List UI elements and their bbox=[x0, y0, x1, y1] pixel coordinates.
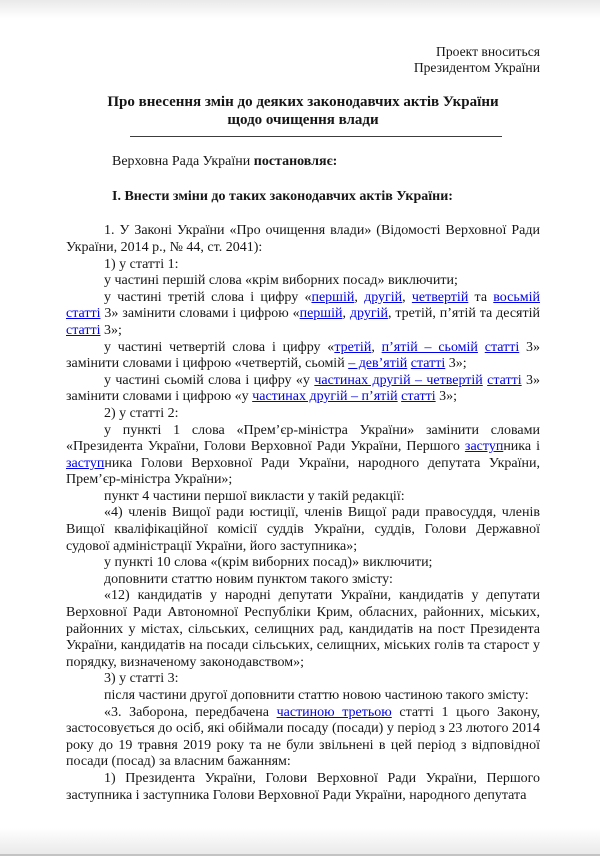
document-title bbox=[66, 94, 540, 129]
text-run: , bbox=[342, 306, 350, 322]
page-bottom-edge bbox=[0, 828, 600, 856]
section-heading: І. Внести зміни до таких законодавчих актів України: bbox=[112, 188, 453, 204]
text-run: у частині четвертій слова і цифру « bbox=[104, 339, 335, 355]
text-run: у частині сьомій слова і цифру «у bbox=[104, 372, 315, 388]
statute-link[interactable]: п’ятій – сьомій bbox=[381, 339, 478, 355]
document-page bbox=[66, 0, 540, 804]
statute-link[interactable]: статті bbox=[487, 372, 522, 388]
submitter-line-2: Президентом України bbox=[413, 59, 540, 75]
statute-link[interactable]: частинах другій – четвертій bbox=[314, 372, 483, 388]
text-run: , bbox=[354, 289, 365, 305]
document-body bbox=[66, 223, 540, 804]
text-run bbox=[478, 340, 485, 355]
text-run: , третій, п’ятій та десятій bbox=[387, 306, 540, 322]
submitter-note bbox=[66, 44, 540, 75]
submitter-line-1: Проект вноситься bbox=[436, 44, 540, 59]
text-run: 3»; bbox=[445, 356, 467, 372]
text-run: після частини другої доповнити статтю новою частиною такого змісту: bbox=[104, 688, 529, 703]
paragraph bbox=[66, 489, 540, 506]
paragraph bbox=[66, 555, 540, 572]
paragraph bbox=[66, 273, 540, 290]
statute-link[interactable]: першій bbox=[311, 289, 355, 305]
text-run: 3» замінити словами і цифрою « bbox=[100, 306, 300, 322]
paragraph bbox=[66, 373, 540, 406]
text-run: «3. Заборона, передбачена bbox=[104, 704, 277, 720]
preamble-text: Верховна Рада України bbox=[112, 154, 254, 170]
document-title-line-1: Про внесення змін до деяких законодавчих актів України bbox=[107, 94, 499, 110]
text-run: та bbox=[468, 289, 494, 305]
statute-link[interactable]: восьмій bbox=[493, 289, 540, 305]
statute-link[interactable]: статті bbox=[401, 389, 436, 405]
statute-link[interactable]: частинах другій – п’ятій bbox=[252, 389, 398, 405]
statute-link[interactable]: статті bbox=[410, 356, 446, 372]
text-run: , bbox=[402, 289, 412, 305]
text-run: у частині першій слова «крім виборних посад» виключити; bbox=[104, 273, 458, 289]
paragraph bbox=[66, 290, 540, 340]
text-run: «4) членів Вищої ради юстиції, членів Вищої ради правосуддя, членів Вищої кваліфікаційної комісії суддів України, суддів, Голови Державної судової адміністрації України, його заступника»; bbox=[66, 505, 540, 554]
title-divider bbox=[130, 136, 502, 137]
statute-link[interactable]: першій bbox=[299, 306, 343, 322]
paragraph bbox=[66, 671, 540, 688]
text-run: 2) у статті 2: bbox=[104, 405, 179, 421]
paragraph bbox=[66, 572, 540, 589]
paragraph bbox=[66, 705, 540, 771]
text-run: пункт 4 частини першої викласти у такій редакції: bbox=[104, 488, 405, 504]
statute-link[interactable]: другій bbox=[364, 289, 403, 305]
text-run: , bbox=[371, 339, 382, 355]
paragraph bbox=[66, 771, 540, 804]
text-run: ника Голови Верховної Ради України, народного депутата України, Прем’єр-міністра України»; bbox=[66, 455, 540, 488]
paragraph bbox=[66, 505, 540, 555]
text-run: 3»; bbox=[435, 389, 458, 405]
statute-link[interactable]: заступ bbox=[66, 455, 105, 471]
paragraph bbox=[66, 588, 540, 671]
document-title-line-2: щодо очищення влади bbox=[227, 111, 379, 128]
paragraph bbox=[66, 257, 540, 274]
text-run: 1) Президента України, Голови Верховної Ради України, Першого заступника і заступника Голови Верховної Ради України, народного депутата bbox=[66, 770, 540, 803]
statute-link[interactable]: – дев’ятій bbox=[348, 356, 408, 372]
preamble-bold-text: постановляє: bbox=[253, 154, 338, 170]
paragraph bbox=[66, 406, 540, 423]
text-run: у пункті 10 слова «(крім виборних посад)» виключити; bbox=[104, 555, 433, 571]
paragraph bbox=[66, 688, 540, 705]
paragraph bbox=[66, 223, 540, 256]
text-run: 3» замінити словами і цифрою «четвертій, сьомій bbox=[66, 339, 541, 372]
text-run: 1) у статті 1: bbox=[104, 256, 179, 272]
text-run: ника і bbox=[503, 439, 540, 455]
statute-link[interactable]: заступ bbox=[464, 439, 504, 455]
statute-link[interactable]: другій bbox=[349, 306, 388, 322]
statute-link[interactable]: частиною третьою bbox=[276, 704, 392, 720]
text-run: 3) у статті 3: bbox=[104, 671, 179, 687]
text-run: 3»; bbox=[100, 322, 122, 338]
statute-link[interactable]: третій bbox=[334, 339, 372, 355]
text-run: у пункті 1 слова «Прем’єр-міністра України» замінити словами «Президента України, Голови Верховної Ради України, Першого bbox=[66, 422, 540, 455]
text-run: 3» замінити словами і цифрою «у bbox=[66, 372, 541, 405]
text-run: статті 1 цього Закону, застосовується до осіб, які обіймали посаду (посади) у період з 23 лютого 2014 року до 19 травня 2019 року та не були звільнені в цей період з відповідної посади (посад) за власним бажанням: bbox=[66, 704, 540, 770]
paragraph bbox=[66, 340, 540, 373]
statute-link[interactable]: статті bbox=[66, 322, 101, 338]
text-run: 1. У Законі України «Про очищення влади» (Відомості Верховної Ради України, 2014 р., № 44, ст. 2041): bbox=[66, 223, 540, 255]
text-run: «12) кандидатів у народні депутати України, кандидатів у депутати Верховної Ради Автономної Республіки Крим, обласних, районних, міських, районних у містах, сільських, селищних рад, кандидатів на пост Президента України, кандидатів на посади сільських, селищних, міських голів та старост у порядку, визначеному законодавством»; bbox=[66, 588, 540, 670]
statute-link[interactable]: четвертій bbox=[411, 289, 469, 305]
preamble bbox=[66, 154, 540, 171]
statute-link[interactable]: статті bbox=[66, 306, 101, 322]
paragraph bbox=[66, 423, 540, 489]
statute-link[interactable]: статті bbox=[484, 339, 520, 355]
text-run: у частині третій слова і цифру « bbox=[104, 289, 312, 305]
text-run: доповнити статтю новим пунктом такого змісту: bbox=[104, 571, 393, 587]
